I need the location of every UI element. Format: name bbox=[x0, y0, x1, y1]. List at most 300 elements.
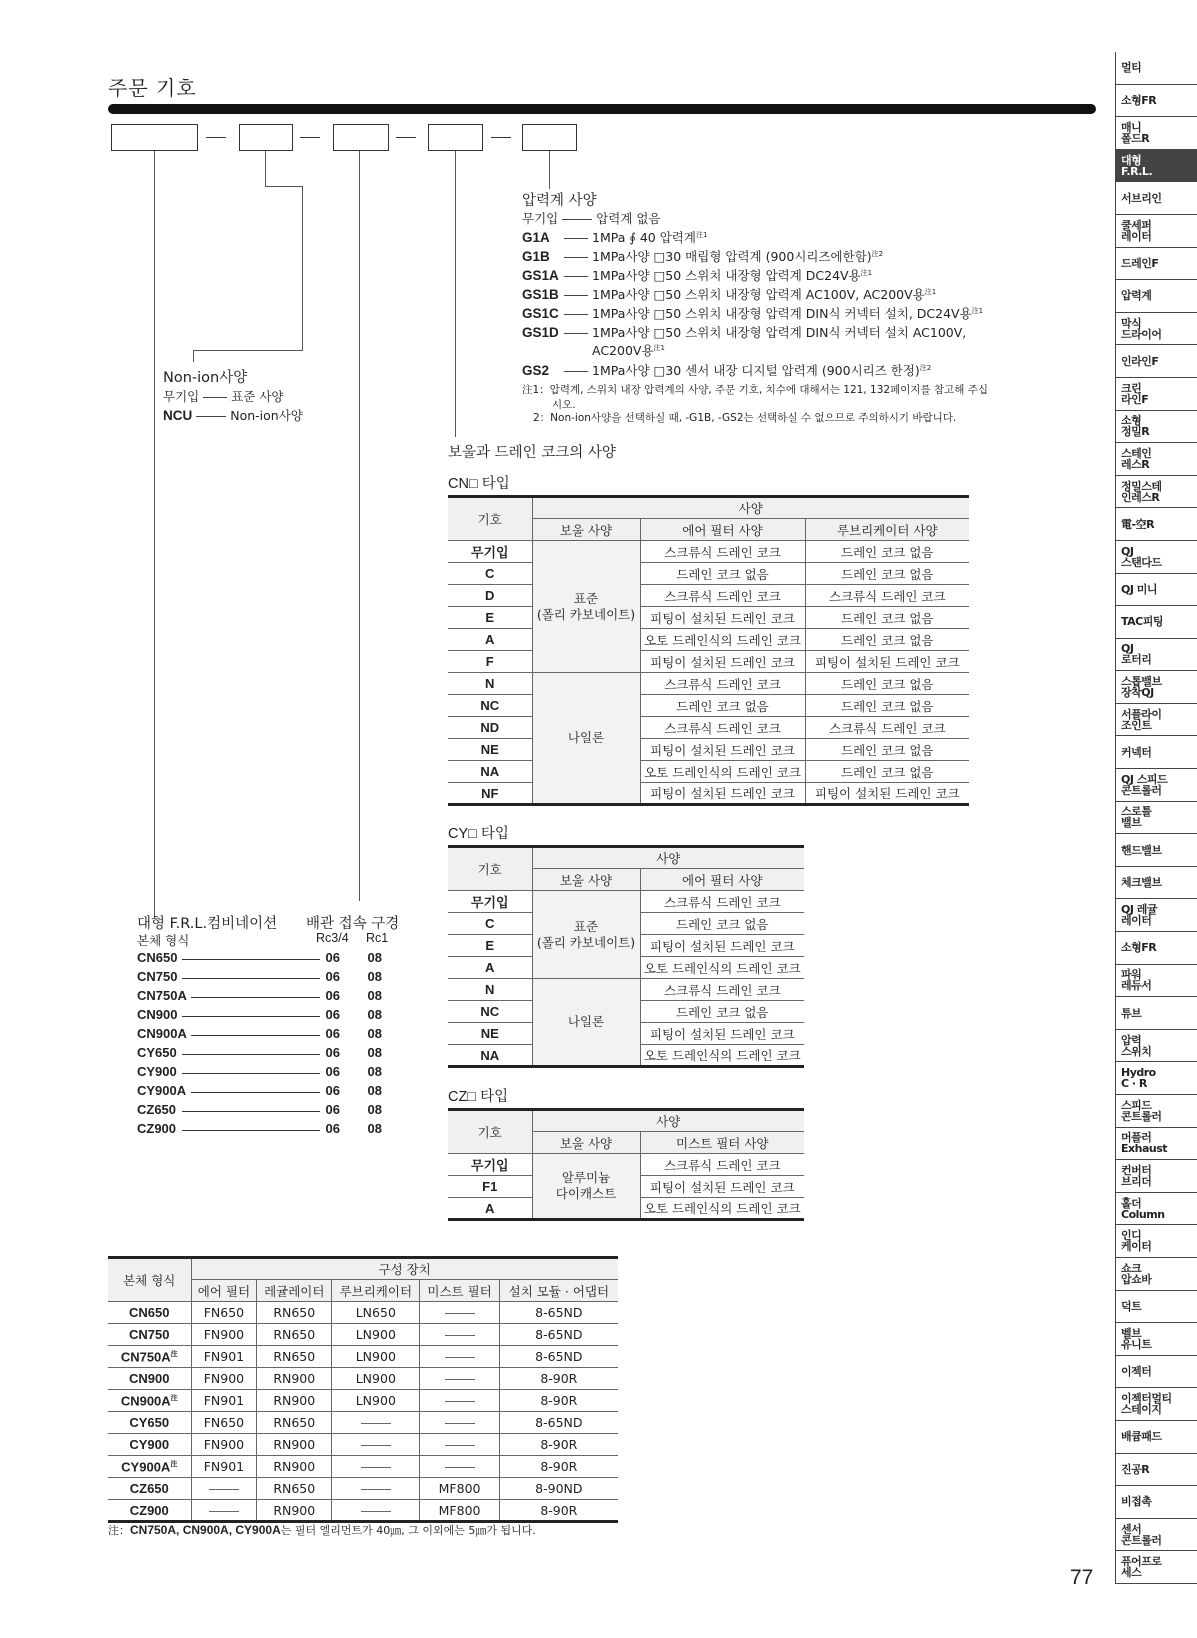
frl-port-b: 08 bbox=[367, 1007, 382, 1022]
gauge-desc: 1MPa사양 □30 매립형 압력계 (900시리즈에한함) bbox=[592, 249, 872, 264]
frl-row bbox=[137, 1045, 392, 1064]
empty-dash bbox=[361, 1489, 391, 1490]
gauge-code: GS1A bbox=[522, 268, 559, 283]
table-row bbox=[448, 695, 969, 717]
sidenav-item-label: QJ 스피드 콘트롤러 bbox=[1121, 772, 1168, 797]
sidenav-item[interactable] bbox=[1115, 313, 1197, 346]
leader-line bbox=[564, 276, 588, 277]
row-code: E bbox=[448, 607, 532, 629]
row-code: NA bbox=[448, 1045, 532, 1067]
sidenav-item-label: QJ 레귤 레이터 bbox=[1121, 903, 1158, 928]
th-spec: 사양 bbox=[532, 1110, 804, 1132]
th-spec: 사양 bbox=[532, 497, 969, 519]
sidenav-item[interactable] bbox=[1115, 248, 1197, 281]
model-name: CZ900 bbox=[129, 1502, 169, 1518]
sidenav-item-label: QJ 미니 bbox=[1121, 582, 1158, 596]
row-air: 피팅이 설치된 드레인 코크 bbox=[640, 651, 805, 673]
sidenav-item[interactable] bbox=[1115, 1454, 1197, 1487]
sidenav-item[interactable] bbox=[1115, 1030, 1197, 1063]
sidenav-item-label: 벨브 유니트 bbox=[1121, 1326, 1152, 1351]
leader-line bbox=[564, 314, 588, 315]
frl-model: CZ650 bbox=[137, 1102, 177, 1117]
sidenav-item[interactable] bbox=[1115, 867, 1197, 900]
gauge-note-ref: 注2 bbox=[919, 363, 932, 372]
component-value: RN900 bbox=[273, 1371, 316, 1386]
table-row bbox=[108, 1456, 618, 1478]
sidenav-item-label: 체크밸브 bbox=[1121, 876, 1162, 890]
table-row bbox=[448, 891, 804, 913]
bowl-group: 표준 (폴리 카보네이트) bbox=[532, 891, 640, 979]
gauge-code: GS1C bbox=[522, 306, 559, 321]
sidenav-item[interactable] bbox=[1115, 1225, 1197, 1258]
sidenav-item[interactable] bbox=[1115, 541, 1197, 574]
row-code: C bbox=[448, 563, 532, 585]
row-code: A bbox=[448, 957, 532, 979]
sidenav-item[interactable] bbox=[1115, 1356, 1197, 1389]
component-value: RN650 bbox=[273, 1327, 316, 1342]
components-table bbox=[108, 1256, 618, 1523]
sidenav-item[interactable] bbox=[1115, 215, 1197, 248]
connector-line bbox=[193, 350, 303, 351]
leader-line bbox=[191, 1035, 320, 1036]
row-mist: 스크류식 드레인 코크 bbox=[640, 1154, 804, 1176]
sidenav-item[interactable] bbox=[1115, 639, 1197, 672]
row-lub: 스크류식 드레인 코크 bbox=[805, 585, 969, 607]
sidenav-item-label: 크린 라인F bbox=[1121, 381, 1149, 406]
component-value: 8-90ND bbox=[535, 1481, 583, 1496]
frl-port-a: 06 bbox=[325, 1064, 340, 1079]
sidenav-item[interactable] bbox=[1115, 476, 1197, 509]
sidenav-item[interactable] bbox=[1115, 345, 1197, 378]
sidenav-item[interactable] bbox=[1115, 1258, 1197, 1291]
sidenav-item[interactable] bbox=[1115, 932, 1197, 965]
frl-port-a: 06 bbox=[325, 1045, 340, 1060]
gauge-note-ref: 注1 bbox=[971, 306, 984, 315]
component-value: FN900 bbox=[203, 1371, 245, 1386]
bowl-group: 나일론 bbox=[532, 673, 640, 805]
row-air: 피팅이 설치된 드레인 코크 bbox=[640, 783, 805, 805]
sidenav-item-label: 핸드밸브 bbox=[1121, 843, 1162, 857]
row-air: 피팅이 설치된 드레인 코크 bbox=[640, 1023, 804, 1045]
component-cell bbox=[257, 1412, 332, 1434]
row-air: 스크류식 드레인 코크 bbox=[640, 979, 804, 1001]
note-ref: 注 bbox=[170, 1350, 178, 1358]
empty-dash bbox=[445, 1379, 475, 1380]
row-air: 스크류식 드레인 코크 bbox=[640, 717, 805, 739]
table-row bbox=[448, 541, 969, 563]
row-model bbox=[108, 1412, 191, 1434]
component-cell bbox=[332, 1390, 420, 1412]
sidenav-item[interactable] bbox=[1115, 150, 1197, 183]
sidenav-item-label: 스톱밸브 장착QJ bbox=[1121, 675, 1162, 700]
empty-dash bbox=[209, 1489, 239, 1490]
code-dash bbox=[300, 137, 320, 138]
row-air: 드레인 코크 없음 bbox=[640, 563, 805, 585]
sidenav-item[interactable] bbox=[1115, 443, 1197, 476]
leader-line bbox=[182, 1054, 320, 1055]
sidenav-item[interactable] bbox=[1115, 899, 1197, 932]
gauge-item bbox=[522, 285, 936, 303]
row-lub: 피팅이 설치된 드레인 코크 bbox=[805, 651, 969, 673]
component-cell bbox=[191, 1368, 257, 1390]
sidenav-item-label: 홀더 Column bbox=[1121, 1196, 1165, 1221]
th-component: 루브리케이터 bbox=[332, 1280, 420, 1302]
th-component: 미스트 필터 bbox=[420, 1280, 499, 1302]
row-code: A bbox=[448, 629, 532, 651]
sidenav-item[interactable] bbox=[1115, 802, 1197, 835]
row-code: A bbox=[448, 1198, 532, 1220]
bowl-group: 알루미늄 다이캐스트 bbox=[532, 1154, 640, 1220]
frl-row bbox=[137, 1121, 392, 1140]
component-cell bbox=[191, 1478, 257, 1500]
component-cell bbox=[499, 1346, 618, 1368]
cy-type-table bbox=[448, 845, 804, 1068]
note-ref: 注 bbox=[170, 1460, 178, 1468]
sidenav-item[interactable] bbox=[1115, 997, 1197, 1030]
sidenav-item[interactable] bbox=[1115, 52, 1197, 85]
sidenav-item[interactable] bbox=[1115, 1388, 1197, 1421]
component-cell bbox=[257, 1302, 332, 1324]
table-row bbox=[108, 1500, 618, 1522]
component-value: MF800 bbox=[438, 1481, 481, 1496]
row-mist: 오토 드레인식의 드레인 코크 bbox=[640, 1198, 804, 1220]
sidenav-item-label: 매니 폴드R bbox=[1121, 120, 1150, 145]
component-cell bbox=[332, 1500, 420, 1522]
frl-title: 대형 F.R.L.컴비네이션 bbox=[137, 916, 278, 932]
component-value: RN900 bbox=[273, 1437, 316, 1452]
components-footnote: 注：CN750A, CN900A, CY900A는 필터 엘리먼트가 40㎛, 그 이외에는 5㎛가 됩니다. bbox=[108, 1523, 536, 1537]
gauge-note-2: 2：Non-ion사양을 선택하실 때, -G1B, -GS2는 선택하실 수 없으므로 주의하시기 바랍니다. bbox=[533, 412, 957, 424]
sidenav-item-label: 진공R bbox=[1121, 1462, 1150, 1476]
row-code: NE bbox=[448, 1023, 532, 1045]
sidenav-item-label: 인디 케이터 bbox=[1121, 1229, 1152, 1254]
sidenav-item[interactable] bbox=[1115, 85, 1197, 118]
sidenav-item[interactable] bbox=[1115, 1062, 1197, 1095]
sidenav-item[interactable] bbox=[1115, 834, 1197, 867]
component-value: FN900 bbox=[203, 1327, 245, 1342]
th-bowl: 보울 사양 bbox=[532, 869, 640, 891]
row-air: 피팅이 설치된 드레인 코크 bbox=[640, 935, 804, 957]
table-row bbox=[448, 651, 969, 673]
sidenav-item[interactable] bbox=[1115, 378, 1197, 411]
connector-line bbox=[193, 350, 194, 362]
note-ref: 注 bbox=[170, 1394, 178, 1402]
gauge-note-ref: 注1 bbox=[653, 343, 666, 352]
sidenav-item-label: 압력계 bbox=[1121, 289, 1152, 303]
gauge-desc: 압력계 없음 bbox=[596, 211, 661, 226]
component-cell bbox=[257, 1390, 332, 1412]
component-cell bbox=[420, 1346, 499, 1368]
frl-model: CN750 bbox=[137, 969, 178, 984]
model-name: CN900 bbox=[129, 1371, 170, 1386]
row-model bbox=[108, 1302, 191, 1324]
nonion-item: 무기입 표준 사양 bbox=[163, 389, 284, 404]
table-row bbox=[448, 1154, 804, 1176]
gauge-code: G1B bbox=[522, 249, 550, 264]
leader-line bbox=[182, 959, 320, 960]
leader-line bbox=[564, 333, 588, 334]
leader-line bbox=[182, 978, 320, 979]
sidenav-item-label: 소형 정밀R bbox=[1121, 414, 1150, 439]
sidenav-item-label: 스로틀 밸브 bbox=[1121, 805, 1152, 830]
frl-port-a: 06 bbox=[325, 1121, 340, 1136]
component-cell bbox=[191, 1302, 257, 1324]
table-row bbox=[448, 739, 969, 761]
table-row bbox=[108, 1412, 618, 1434]
frl-row bbox=[137, 1007, 392, 1026]
frl-model: CN900 bbox=[137, 1007, 178, 1022]
gauge-code: G1A bbox=[522, 230, 550, 245]
frl-model: CZ900 bbox=[137, 1121, 177, 1136]
row-code: NA bbox=[448, 761, 532, 783]
component-cell bbox=[499, 1434, 618, 1456]
nonion-title: Non-ion사양 bbox=[163, 370, 248, 386]
component-cell bbox=[499, 1324, 618, 1346]
component-cell bbox=[191, 1434, 257, 1456]
sidenav-item[interactable] bbox=[1115, 1291, 1197, 1324]
sidenav-item[interactable] bbox=[1115, 1486, 1197, 1519]
table-row bbox=[448, 761, 969, 783]
frl-model: CN650 bbox=[137, 950, 178, 965]
model-name: CN750 bbox=[129, 1327, 170, 1342]
bowl-group: 나일론 bbox=[532, 979, 640, 1067]
component-cell bbox=[420, 1478, 499, 1500]
frl-row bbox=[137, 1102, 392, 1121]
sidenav-item[interactable] bbox=[1115, 1193, 1197, 1226]
row-code: N bbox=[448, 979, 532, 1001]
sidenav-item[interactable] bbox=[1115, 606, 1197, 639]
component-cell bbox=[332, 1346, 420, 1368]
frl-port-b: 08 bbox=[367, 1045, 382, 1060]
row-mist: 피팅이 설치된 드레인 코크 bbox=[640, 1176, 804, 1198]
bowl-title: 보울과 드레인 코크의 사양 bbox=[448, 445, 616, 461]
empty-dash bbox=[361, 1423, 391, 1424]
sidenav-item-label: 배큠패드 bbox=[1121, 1430, 1162, 1444]
component-value: 8-90R bbox=[540, 1459, 578, 1474]
row-lub: 드레인 코크 없음 bbox=[805, 695, 969, 717]
connector-line bbox=[455, 151, 456, 437]
component-cell bbox=[499, 1478, 618, 1500]
connector-line bbox=[154, 151, 155, 918]
sidenav-item-label: 비접촉 bbox=[1121, 1495, 1152, 1509]
sidenav-item[interactable] bbox=[1115, 1551, 1197, 1584]
sidenav-item-label: QJ 스탠다드 bbox=[1121, 544, 1162, 569]
sidenav-item-label: 센서 콘트롤러 bbox=[1121, 1522, 1162, 1547]
component-value: FN900 bbox=[203, 1437, 245, 1452]
code-box-port bbox=[239, 124, 293, 151]
sidenav-item-label: 쿨세퍼 레이터 bbox=[1121, 218, 1152, 243]
sidenav-item-label: 이젝터 bbox=[1121, 1365, 1152, 1379]
sidenav-item[interactable] bbox=[1115, 1128, 1197, 1161]
sidenav-item-label: 머플러 Exhaust bbox=[1121, 1131, 1167, 1156]
row-lub: 피팅이 설치된 드레인 코크 bbox=[805, 783, 969, 805]
table-row bbox=[448, 607, 969, 629]
th-component: 에어 필터 bbox=[191, 1280, 257, 1302]
connector-line bbox=[549, 151, 550, 189]
component-cell bbox=[420, 1390, 499, 1412]
sidenav-item[interactable] bbox=[1115, 1160, 1197, 1193]
sidenav-item[interactable] bbox=[1115, 1519, 1197, 1552]
sidenav-item-label: 멀티 bbox=[1121, 61, 1142, 75]
leader-line bbox=[182, 1073, 320, 1074]
component-cell bbox=[257, 1368, 332, 1390]
code-dash bbox=[396, 137, 416, 138]
sidenav-item[interactable] bbox=[1115, 965, 1197, 998]
component-value: RN650 bbox=[273, 1349, 316, 1364]
sidenav-item[interactable] bbox=[1115, 769, 1197, 802]
row-model bbox=[108, 1324, 191, 1346]
th-mist: 미스트 필터 사양 bbox=[640, 1132, 804, 1154]
row-lub: 드레인 코크 없음 bbox=[805, 673, 969, 695]
row-model bbox=[108, 1500, 191, 1522]
empty-dash bbox=[361, 1511, 391, 1512]
row-code: ND bbox=[448, 717, 532, 739]
component-value: RN650 bbox=[273, 1481, 316, 1496]
sidenav-item-label: 파워 레듀서 bbox=[1121, 968, 1152, 993]
sidenav-item-label: 드레인F bbox=[1121, 256, 1159, 270]
cz-type-title: CZ□ 타입 bbox=[448, 1089, 509, 1105]
component-cell bbox=[191, 1500, 257, 1522]
empty-dash bbox=[445, 1401, 475, 1402]
component-cell bbox=[257, 1478, 332, 1500]
component-cell bbox=[420, 1368, 499, 1390]
sidenav-item[interactable] bbox=[1115, 508, 1197, 541]
sidenav-item[interactable] bbox=[1115, 182, 1197, 215]
row-code: 무기입 bbox=[448, 891, 532, 913]
sidenav-item-label: 덕트 bbox=[1121, 1299, 1142, 1313]
frl-row bbox=[137, 969, 392, 988]
model-name: CY900A bbox=[121, 1459, 171, 1475]
sidenav-item[interactable] bbox=[1115, 736, 1197, 769]
gauge-desc: 1MPa ∮ 40 압력계 bbox=[592, 230, 696, 245]
sidenav-item[interactable] bbox=[1115, 1095, 1197, 1128]
row-code: NE bbox=[448, 739, 532, 761]
connector-line bbox=[302, 186, 303, 351]
model-name: CY650 bbox=[129, 1415, 170, 1430]
sidenav-item[interactable] bbox=[1115, 117, 1197, 150]
gauge-item bbox=[522, 304, 983, 322]
code-dash bbox=[206, 137, 226, 138]
bowl-group: 표준 (폴리 카보네이트) bbox=[532, 541, 640, 673]
frl-port-a: 06 bbox=[325, 1083, 340, 1098]
leader-line bbox=[191, 1092, 320, 1093]
gauge-note-1-cont: 시오. bbox=[552, 399, 576, 411]
gauge-desc: 1MPa사양 □50 스위치 내장형 압력계 DIN식 커넥터 설치, DC24V용 bbox=[592, 306, 972, 321]
sidenav-item-label: 이젝터멀티 스테이지 bbox=[1121, 1392, 1172, 1417]
row-air: 드레인 코크 없음 bbox=[640, 1001, 804, 1023]
table-row bbox=[108, 1368, 618, 1390]
frl-port-b: 08 bbox=[367, 1083, 382, 1098]
table-row bbox=[448, 979, 804, 1001]
component-value: RN650 bbox=[273, 1305, 316, 1320]
gauge-desc: 1MPa사양 □50 스위치 내장형 압력계 DC24V용 bbox=[592, 268, 861, 283]
code-dash bbox=[491, 137, 511, 138]
sidenav-item[interactable] bbox=[1115, 671, 1197, 704]
frl-model-header: 본체 형식 bbox=[137, 933, 190, 948]
gauge-item bbox=[522, 228, 707, 246]
frl-port-a: 06 bbox=[325, 969, 340, 984]
gauge-item bbox=[592, 341, 665, 359]
component-value: 8-90R bbox=[540, 1502, 578, 1518]
sidenav-item-label: QJ 로터리 bbox=[1121, 642, 1152, 667]
row-lub: 스크류식 드레인 코크 bbox=[805, 717, 969, 739]
th-code: 기호 bbox=[448, 847, 532, 891]
frl-port-title: 배관 접속 구경 bbox=[306, 916, 400, 932]
sidenav-item-label: 컨버터 브리더 bbox=[1121, 1163, 1152, 1188]
empty-dash bbox=[361, 1467, 391, 1468]
component-value: LN650 bbox=[355, 1305, 396, 1320]
sidenav-item-label: 스테인 레스R bbox=[1121, 446, 1152, 471]
table-row bbox=[108, 1346, 618, 1368]
frl-port-a: 06 bbox=[325, 1007, 340, 1022]
frl-port-b: 08 bbox=[367, 969, 382, 984]
frl-row bbox=[137, 988, 392, 1007]
side-navigation bbox=[1115, 52, 1197, 1584]
row-air: 스크류식 드레인 코크 bbox=[640, 673, 805, 695]
component-cell bbox=[332, 1456, 420, 1478]
sidenav-item-label: 소형FR bbox=[1121, 93, 1157, 107]
component-value: RN900 bbox=[273, 1393, 316, 1408]
component-cell bbox=[499, 1368, 618, 1390]
row-air: 스크류식 드레인 코크 bbox=[640, 585, 805, 607]
row-air: 피팅이 설치된 드레인 코크 bbox=[640, 607, 805, 629]
row-air: 스크류식 드레인 코크 bbox=[640, 541, 805, 563]
sidenav-item[interactable] bbox=[1115, 1323, 1197, 1356]
component-cell bbox=[499, 1456, 618, 1478]
frl-row bbox=[137, 1026, 392, 1045]
component-cell bbox=[257, 1346, 332, 1368]
gauge-item bbox=[522, 323, 966, 341]
component-value: 8-65ND bbox=[535, 1305, 583, 1320]
table-row bbox=[108, 1302, 618, 1324]
sidenav-item-label: 서플라이 조인트 bbox=[1121, 707, 1162, 732]
model-name: CN750A bbox=[120, 1349, 171, 1365]
component-cell bbox=[257, 1456, 332, 1478]
nonion-item: NCU Non-ion사양 bbox=[163, 408, 303, 423]
sidenav-item[interactable] bbox=[1115, 411, 1197, 444]
cy-type-title: CY□ 타입 bbox=[448, 826, 509, 842]
frl-port-b: 08 bbox=[367, 1026, 382, 1041]
sidenav-item-label: 정밀스테 인레스R bbox=[1121, 479, 1162, 504]
component-value: 8-65ND bbox=[535, 1349, 583, 1364]
gauge-note-ref: 注1 bbox=[860, 268, 873, 277]
component-value: FN901 bbox=[203, 1349, 245, 1364]
sidenav-item-label: 대형 F.R.L. bbox=[1121, 153, 1153, 178]
frl-model: CY900 bbox=[137, 1064, 177, 1079]
table-row bbox=[108, 1324, 618, 1346]
leader-line bbox=[191, 997, 320, 998]
sidenav-item-label: TAC피팅 bbox=[1121, 615, 1163, 629]
gauge-title: 압력계 사양 bbox=[522, 193, 597, 209]
sidenav-item[interactable] bbox=[1115, 1421, 1197, 1454]
table-row bbox=[108, 1390, 618, 1412]
sidenav-item[interactable] bbox=[1115, 280, 1197, 313]
component-value: LN900 bbox=[355, 1393, 396, 1408]
th-bowl: 보울 사양 bbox=[532, 519, 640, 541]
th-lub: 루브리케이터 사양 bbox=[805, 519, 969, 541]
row-model bbox=[108, 1390, 191, 1412]
frl-row bbox=[137, 1083, 392, 1102]
component-cell bbox=[420, 1412, 499, 1434]
frl-port-a: 06 bbox=[325, 1026, 340, 1041]
sidenav-item[interactable] bbox=[1115, 574, 1197, 607]
table-row bbox=[448, 673, 969, 695]
leader-line bbox=[564, 371, 588, 372]
leader-line bbox=[182, 1016, 320, 1017]
component-value: 8-65ND bbox=[535, 1415, 583, 1430]
sidenav-item[interactable] bbox=[1115, 704, 1197, 737]
table-row bbox=[108, 1478, 618, 1500]
